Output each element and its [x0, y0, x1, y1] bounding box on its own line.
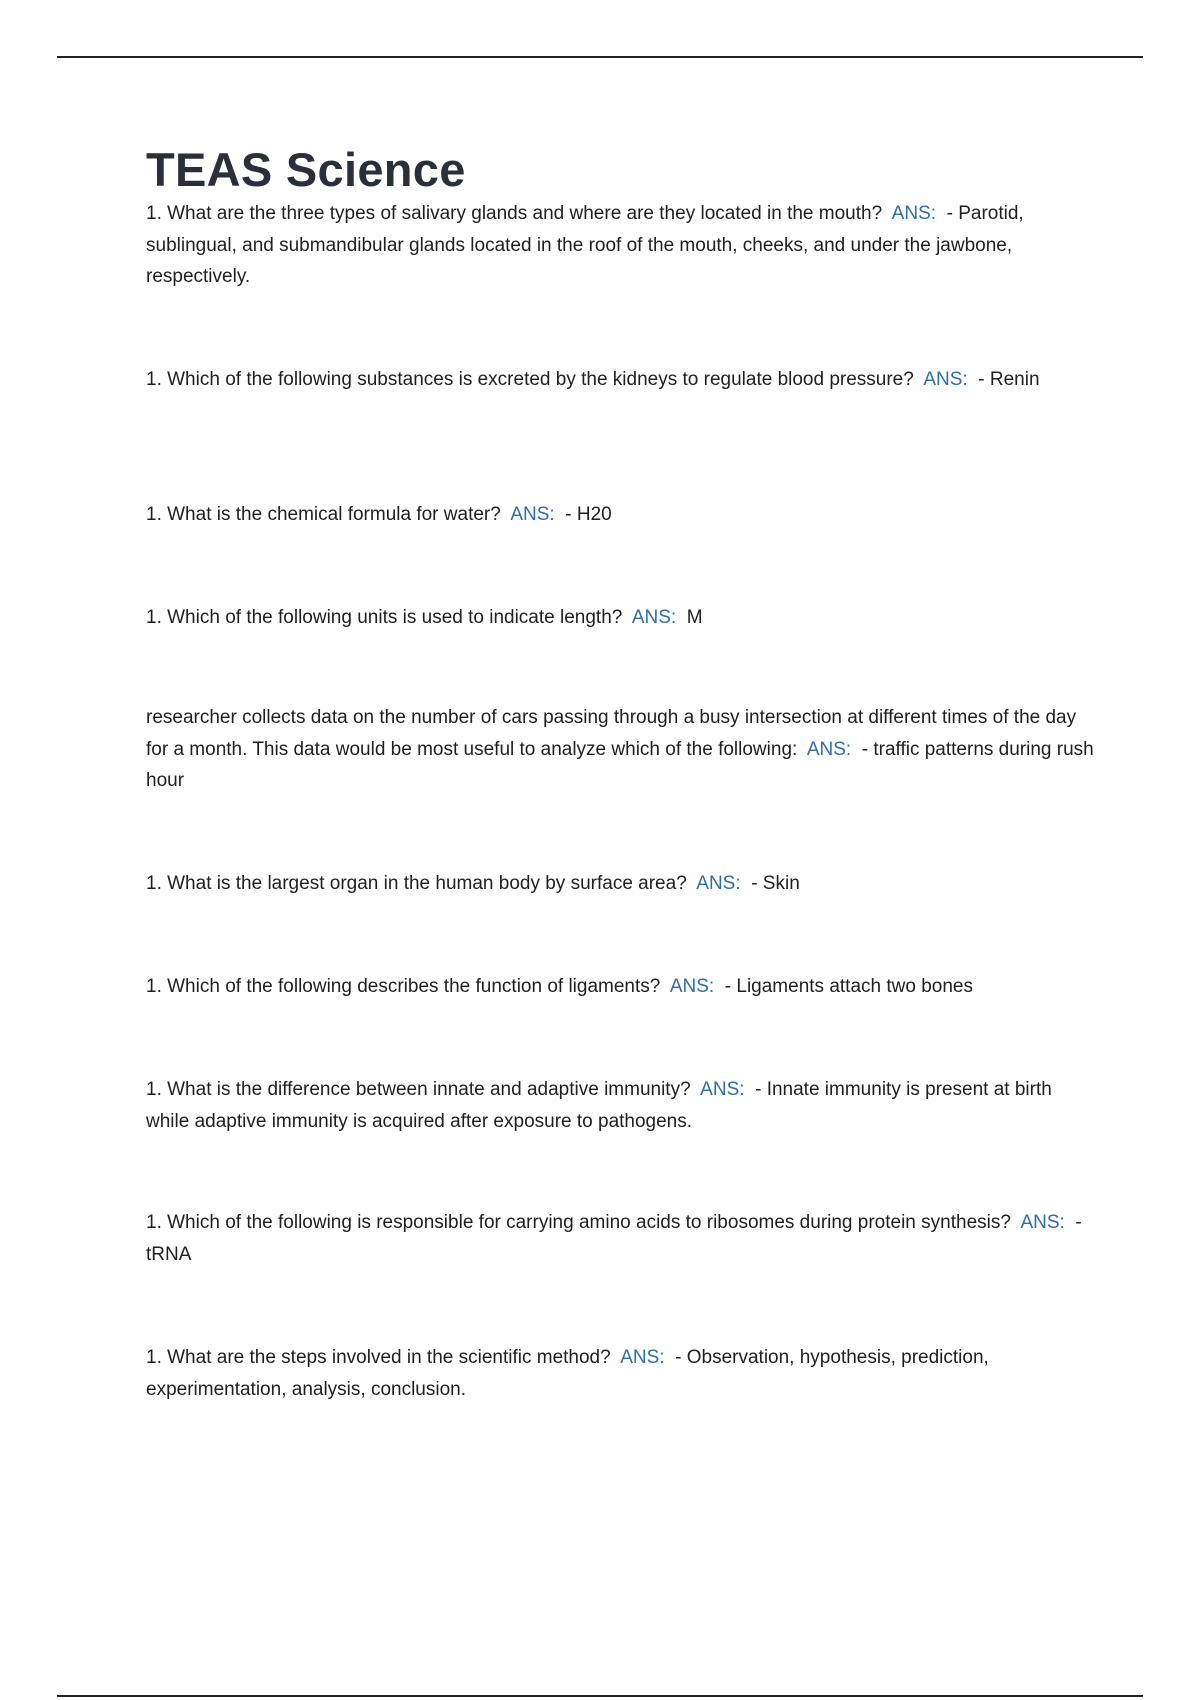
header-rule [57, 56, 1143, 58]
answer-label: ANS: [806, 738, 852, 760]
document-body [146, 140, 1096, 1400]
answer-label: ANS: [700, 1079, 745, 1100]
question-text: 1. Which of the following is responsible for carrying amino acids to ribosomes during protein synthesis? [146, 1212, 1011, 1233]
question-text: 1. What are the steps involved in the scientific method? [146, 1347, 611, 1368]
question-item [146, 971, 1096, 1003]
answer-text: - Renin [978, 369, 1040, 390]
answer-label: ANS: [1020, 1212, 1065, 1233]
answer-text: - Ligaments attach two bones [724, 976, 973, 997]
answer-text: - tRNA [146, 1212, 1082, 1265]
question-text: 1. Which of the following units is used to indicate length? [146, 607, 623, 628]
question-item [146, 198, 1096, 293]
question-text: 1. What are the three types of salivary glands and where are they located in the mouth? [146, 203, 883, 224]
question-item [146, 602, 1096, 634]
question-text: 1. Which of the following substances is excreted by the kidneys to regulate blood pressure? [146, 369, 914, 390]
answer-text: - traffic patterns during rush hour [146, 738, 1094, 791]
question-text: 1. Which of the following describes the function of ligaments? [146, 976, 661, 997]
answer-label: ANS: [891, 203, 937, 224]
footer-rule [57, 1695, 1143, 1697]
answer-text: - Parotid, sublingual, and submandibular glands located in the roof of the mouth, cheeks, and under the jawbone, respectively. [146, 203, 1024, 287]
question-item [146, 868, 1096, 900]
question-text: 1. What is the largest organ in the human body by surface area? [146, 873, 687, 894]
answer-text: - Skin [751, 873, 800, 894]
answer-label: ANS: [510, 504, 555, 525]
question-item [146, 1342, 1096, 1405]
question-item [146, 1207, 1096, 1270]
question-text: 1. What is the difference between innate and adaptive immunity? [146, 1079, 691, 1100]
question-item [146, 499, 1096, 531]
answer-text: - Observation, hypothesis, prediction, experimentation, analysis, conclusion. [146, 1347, 989, 1400]
question-text: 1. What is the chemical formula for water? [146, 504, 501, 525]
answer-label: ANS: [923, 369, 968, 390]
answer-text: - H20 [565, 504, 612, 525]
answer-text: M [686, 607, 703, 628]
answer-label: ANS: [669, 976, 715, 997]
question-item [146, 1074, 1096, 1137]
answer-text: - Innate immunity is present at birth while adaptive immunity is acquired after exposure to pathogens. [146, 1079, 1052, 1132]
document-title: TEAS Science [146, 143, 466, 196]
question-text: researcher collects data on the number of cars passing through a busy intersection at different times of the day for a month. This data would be most useful to analyze which of the following: [146, 707, 1077, 760]
question-item [146, 702, 1096, 797]
answer-label: ANS: [696, 873, 741, 894]
answer-label: ANS: [631, 607, 677, 628]
question-item [146, 364, 1096, 396]
answer-label: ANS: [620, 1347, 665, 1368]
